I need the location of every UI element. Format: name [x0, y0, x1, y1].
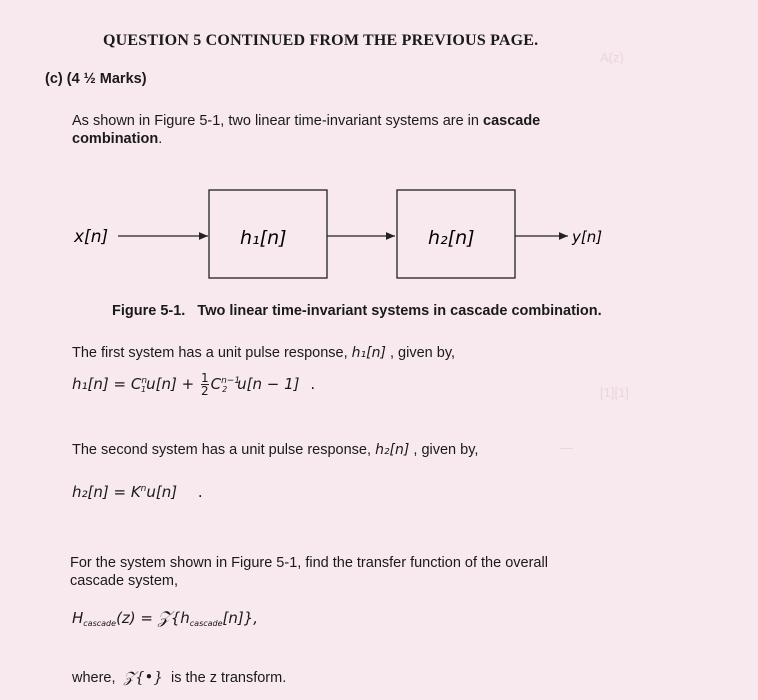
eq2-end: .	[197, 483, 203, 501]
intro-paragraph	[72, 112, 632, 148]
task-line1: For the system shown in Figure 5-1, find the transfer function of the overall	[70, 555, 548, 571]
eq2-lhs: h₂[n] = K	[72, 483, 141, 501]
where-line	[72, 668, 286, 687]
system1-sentence: The first system has a unit pulse response,	[72, 345, 348, 361]
eq2-sup: n	[140, 484, 147, 494]
diagram-input-label: x[n]	[74, 227, 109, 247]
eq1-c1-sup: n	[141, 376, 148, 386]
eq1-lhs: h₁[n] = C	[72, 375, 142, 393]
block-h2-label: h₂[n]	[428, 227, 475, 249]
eq1-end: .	[310, 375, 316, 393]
eq1-frac-num: 1	[200, 371, 209, 385]
part-label: (c) (4 ½ Marks)	[45, 71, 147, 87]
system1-text	[72, 344, 455, 362]
intro-end: .	[158, 131, 163, 147]
eq3-mid: (z) =	[116, 609, 153, 627]
exam-page: A(z) [1][1] — QUESTION 5 CONTINUED FROM THE PREVIOUS PAGE. (c) (4 ½ Marks) As shown in Figure 5-1, two linear time-invariant systems are in cascade combination. x[n] h₁[n] h₂[n] y[n] Figure 5-1. Two linear time-invariant systems in cascade combination. The first system has a unit pulse response, h₁[n] , given by, $h_1[n] = C^n_1u[n]$ + $\frac{1}{2}$ $C^{n-1}_2$ u[n − 1] . The second system has a unit pulse response, h₂[n] , given by, $h_2[n] = K^nu[n]$ . For the system shown in Figure 5-1, find the transfer function of the overall cascade system, $H_{cascade}(z)$ = $𝒵\{h_{cascade}[n]\}$, where, 𝒵{•} is the z transform.	[0, 0, 758, 700]
task-equation	[72, 608, 258, 628]
task-line2: cascade system,	[70, 573, 178, 589]
eq3-open: {h	[170, 609, 190, 627]
figure-caption	[112, 303, 602, 319]
task-text	[70, 554, 548, 590]
cascade-diagram	[0, 180, 758, 290]
system2-equation	[72, 483, 203, 501]
eq3-H: H	[72, 609, 84, 627]
system2-sentence: The second system has a unit pulse response,	[72, 442, 372, 458]
eq1-fraction	[201, 372, 209, 397]
system2-text	[72, 441, 478, 459]
intro-text: As shown in Figure 5-1, two linear time-invariant systems are in	[72, 113, 483, 129]
system2-suffix: , given by,	[413, 442, 479, 458]
eq3-Z: 𝒵	[157, 608, 171, 628]
where-label: where,	[72, 670, 116, 686]
eq1-c2-sub: 2	[222, 385, 228, 394]
where-text: is the z transform.	[171, 670, 287, 686]
eq3-close: [n]},	[222, 609, 259, 627]
eq2-tail: u[n]	[146, 483, 178, 501]
eq1-c1-sub: 1	[141, 385, 147, 394]
diagram-output-label: y[n]	[572, 228, 603, 246]
figure-title: Two linear time-invariant systems in cascade combination.	[197, 303, 602, 319]
system1-equation	[72, 372, 315, 397]
system1-suffix: , given by,	[390, 345, 456, 361]
eq1-c2: C	[210, 375, 222, 393]
eq1-tail: u[n − 1]	[237, 375, 300, 393]
where-symbol: 𝒵{•}	[123, 668, 163, 686]
system1-symbol: h₁[n]	[351, 345, 386, 361]
intro-bold: cascade combination	[72, 113, 541, 147]
page-heading: QUESTION 5 CONTINUED FROM THE PREVIOUS PAGE.	[103, 32, 539, 49]
figure-number: Figure 5-1.	[112, 303, 186, 319]
eq1-c2-sup: n−1	[221, 376, 241, 386]
eq1-mid: u[n] +	[146, 375, 195, 393]
eq3-H-sub: cascade	[83, 619, 117, 628]
system2-symbol: h₂[n]	[375, 442, 410, 458]
eq1-frac-den: 2	[200, 384, 209, 398]
block-h1-label: h₁[n]	[240, 227, 287, 249]
eq3-h-sub: cascade	[189, 619, 223, 628]
